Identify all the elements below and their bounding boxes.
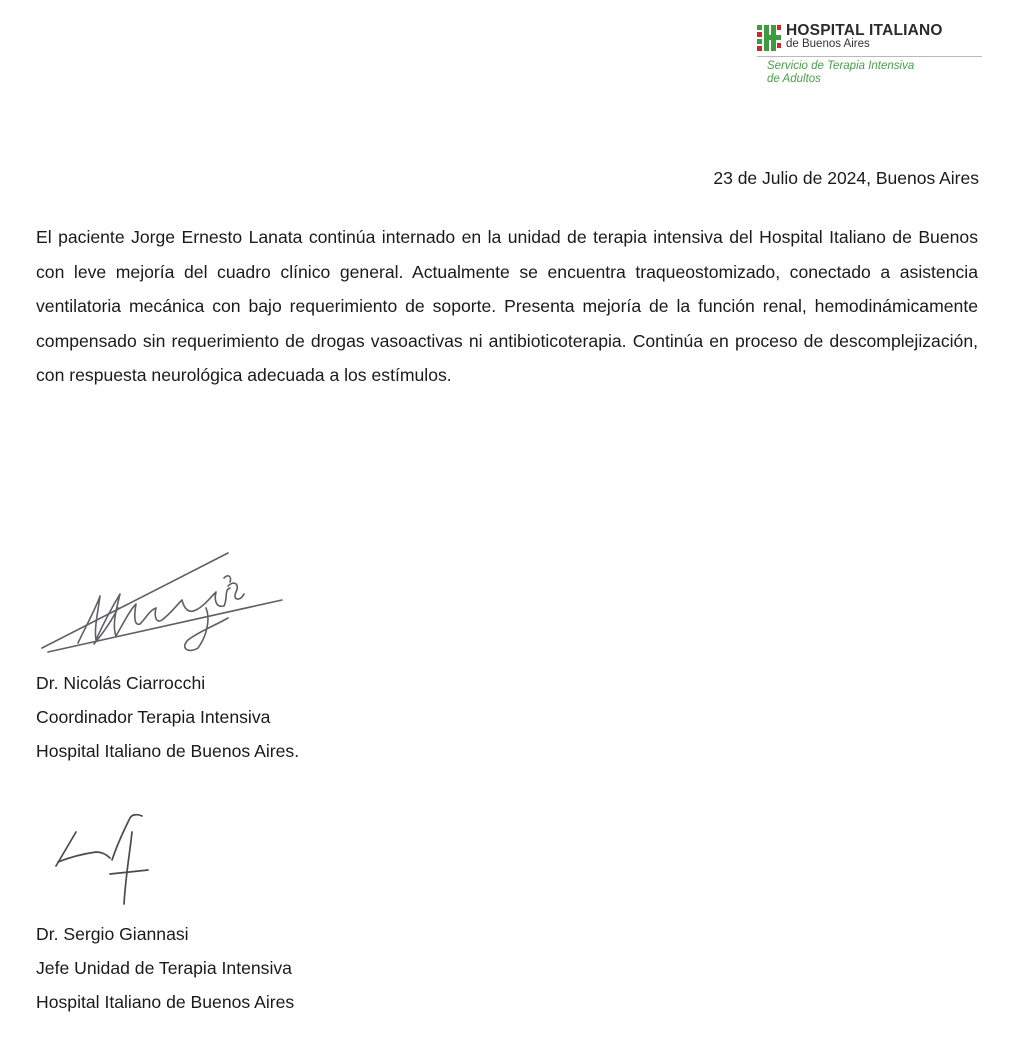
hospital-cross-logo-icon: [757, 25, 781, 51]
signature-1-image: [38, 548, 288, 660]
signatory-1: [36, 666, 299, 768]
letterhead: [757, 22, 987, 87]
letter-body: El paciente Jorge Ernesto Lanata continúa internado en la unidad de terapia intensiva del Hospital Italiano de Buenos con leve mejoría del cuadro clínico general. Actualmente se encuentra traqueostomizado, conectado a asistencia ventilatoria mecánica con bajo requerimiento de soporte. Presenta mejoría de la función renal, hemodinámicamente compensado sin requerimiento de drogas vasoactivas ni antibioticoterapia. Continúa en proceso de descomplejización, con respuesta neurológica adecuada a los estímulos.: [36, 227, 978, 385]
letterhead-names: [786, 22, 943, 50]
hospital-subname: de Buenos Aires: [786, 38, 870, 50]
signature-2-image: [52, 812, 162, 908]
signatory-2-institution: Hospital Italiano de Buenos Aires: [36, 992, 295, 1012]
letterhead-brand: [757, 22, 987, 51]
hospital-name: HOSPITAL ITALIANO: [786, 22, 943, 39]
signatory-1-name: Dr. Nicolás Ciarrocchi: [36, 673, 206, 693]
signatory-2: [36, 917, 294, 1019]
signatory-1-institution: Hospital Italiano de Buenos Aires.: [36, 741, 300, 761]
signatory-2-role: Jefe Unidad de Terapia Intensiva: [36, 958, 292, 978]
letter-date: 23 de Julio de 2024, Buenos Aires: [713, 168, 979, 188]
signatory-2-name: Dr. Sergio Giannasi: [36, 924, 189, 944]
letterhead-divider: [757, 56, 982, 57]
service-name-line-1: Servicio de Terapia Intensiva: [767, 60, 915, 72]
signatory-1-role: Coordinador Terapia Intensiva: [36, 707, 271, 727]
service-name-line-2: de Adultos: [767, 73, 821, 85]
